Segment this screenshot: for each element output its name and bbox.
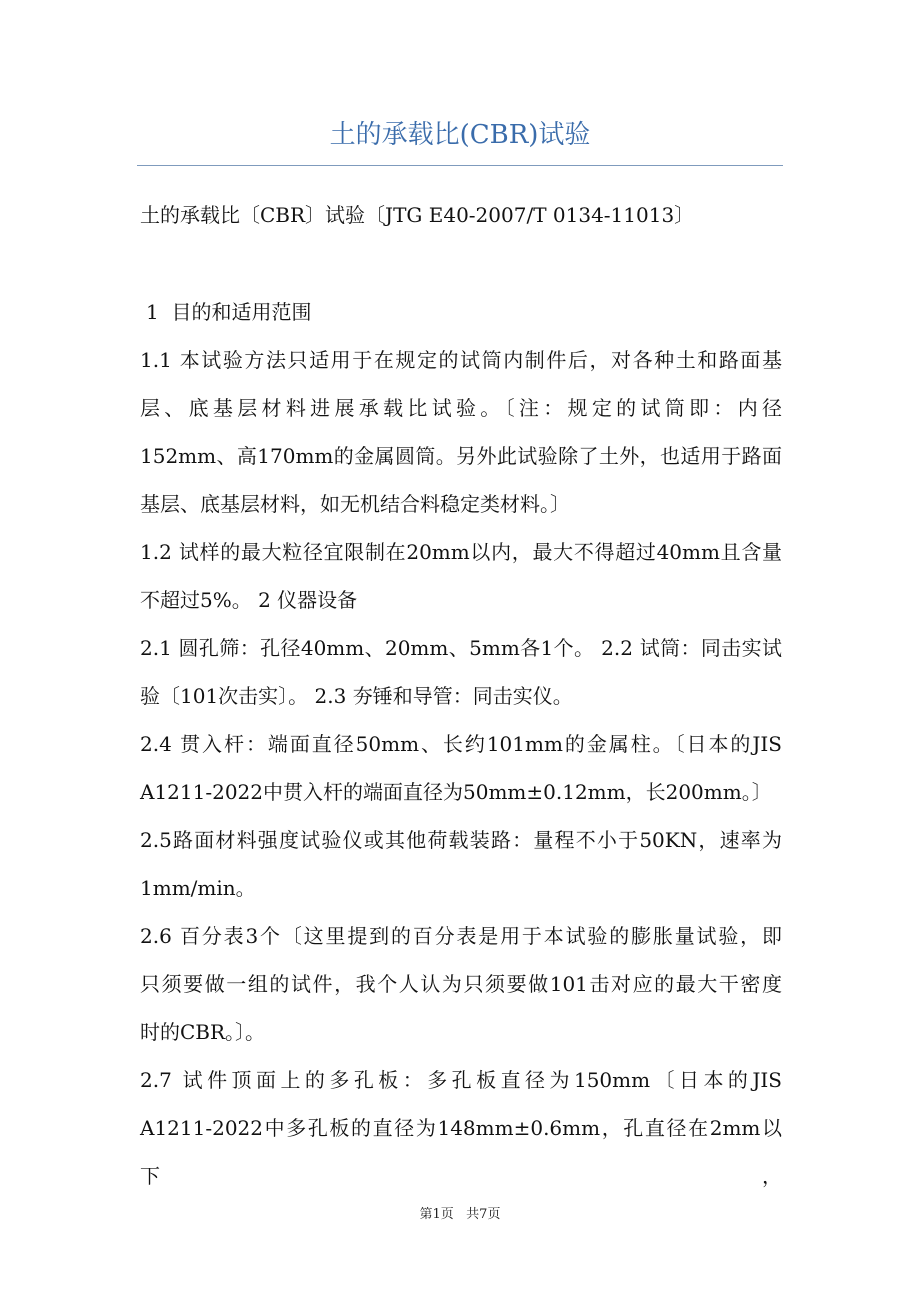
section-heading: 1 目的和适用范围 [146, 300, 312, 324]
body-line: 1mm/min。 [140, 876, 256, 900]
body-line: 2.1 圆孔筛：孔径40mm、20mm、5mm各1个。 2.2 试筒：同击实试 [140, 636, 782, 660]
body-line: 验〔101次击实〕。 2.3 夯锤和导管：同击实仪。 [140, 684, 573, 708]
body-line: 时的CBR。〕。 [140, 1020, 266, 1044]
title-divider [137, 165, 783, 166]
body-line: 2.6 百分表3个〔这里提到的百分表是用于本试验的膨胀量试验，即 [140, 924, 782, 948]
body-line: A1211-2022中贯入杆的端面直径为50mm±0.12mm，长200mm。〕 [140, 780, 772, 804]
document-body [140, 191, 782, 1188]
body-line: 层、底基层材料进展承载比试验。〔注：规定的试筒即：内径 [140, 396, 782, 420]
body-line: 1.2 试样的最大粒径宜限制在20mm以内，最大不得超过40mm且含量 [140, 540, 782, 564]
body-line: A1211-2022中多孔板的直径为148mm±0.6mm，孔直径在2mm以下， [140, 1116, 782, 1188]
body-line: 土的承载比〔CBR〕试验〔JTG E40-2007/T 0134-11013〕 [140, 203, 695, 227]
document-title: 土的承载比(CBR)试验 [329, 120, 591, 150]
page-number-footer: 第1页 共7页 [419, 1207, 501, 1222]
body-line: 152mm、高170mm的金属圆筒。另外此试验除了土外，也适用于路面 [140, 444, 782, 468]
body-line: 2.4 贯入杆：端面直径50mm、长约101mm的金属柱。〔日本的JIS [140, 732, 782, 756]
body-line: 2.7 试件顶面上的多孔板：多孔板直径为150mm〔日本的JIS [140, 1068, 782, 1092]
body-line: 只须要做一组的试件，我个人认为只须要做101击对应的最大干密度 [140, 972, 782, 996]
body-line: 2.5路面材料强度试验仪或其他荷载装路：量程不小于50KN，速率为 [140, 828, 782, 852]
body-line: 1.1 本试验方法只适用于在规定的试筒内制件后，对各种土和路面基 [140, 348, 782, 372]
body-line: 基层、底基层材料，如无机结合料稳定类材料。〕 [140, 492, 570, 516]
body-line: 不超过5%。 2 仪器设备 [140, 588, 358, 612]
blank-line [140, 239, 782, 288]
